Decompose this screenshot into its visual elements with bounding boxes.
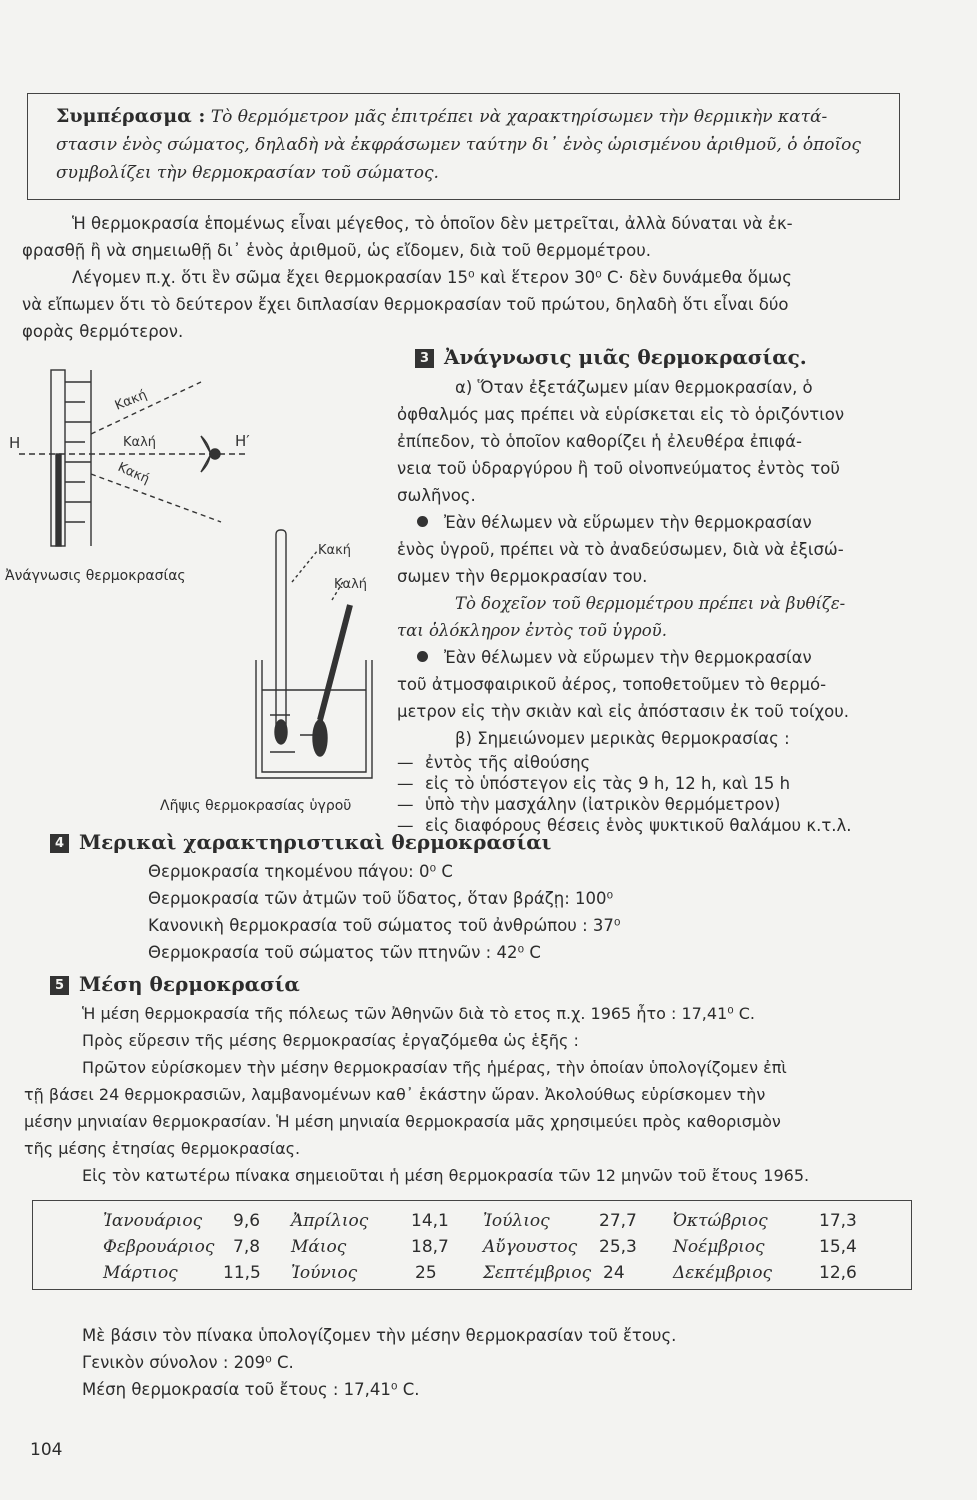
mercury-column <box>56 454 61 546</box>
bullet-icon <box>417 516 428 527</box>
month-name: Σεπτέμβριος <box>483 1263 592 1283</box>
thermometer-reading-figure <box>5 362 265 562</box>
month-value: 25 <box>415 1263 437 1283</box>
section3-a-line: νεια τοῦ ὑδραργύρου ἢ τοῦ οἰνοπνεύματος ἐντὸς τοῦ <box>397 459 840 478</box>
summary-line: Μέση θερμοκρασία τοῦ ἔτους : 17,41⁰ C. <box>82 1380 420 1399</box>
section3-bullet2-line: τοῦ ἀτμοσφαιρικοῦ ἀέρος, τοποθετοῦμεν τὸ θερμό- <box>397 675 827 694</box>
month-name: Ἀπρίλιος <box>291 1211 369 1231</box>
conclusion-box <box>27 93 900 200</box>
label-kaki-bottom: Κακή <box>115 459 152 488</box>
conclusion-text-2: στασιν ἑνὸς σώματος, δηλαδὴ νὰ ἐκφράσωμεν ταύτην δι᾽ ἑνὸς ὡρισμένου ἀριθμοῦ, ὁ ὁποῖος <box>56 135 861 155</box>
section5-line: Πρῶτον εὑρίσκομεν τὴν μέσην θερμοκρασίαν τῆς ἡμέρας, τὴν ὁποίαν ὑπολογίζομεν ἐπὶ <box>82 1058 787 1077</box>
section5-line: τῇ βάσει 24 θερμοκρασιῶν, λαμβανομένων καθ᾽ ἑκάστην ὥραν. Ἀκολούθως εὑρίσκομεν τὴν <box>24 1085 766 1104</box>
label-kaki: Κακή <box>318 543 351 558</box>
dash: — <box>397 816 414 835</box>
section3-b-intro: β) Σημειώνομεν μερικὰς θερμοκρασίας : <box>455 729 790 748</box>
section3-b-item: εἰς τὸ ὑπόστεγον εἰς τὰς 9 h, 12 h, καὶ 15 h <box>425 774 791 793</box>
conclusion-text-3: συμβολίζει τὴν θερμοκρασίαν τοῦ σώματος. <box>56 163 439 183</box>
section4-number: 4 <box>50 834 69 853</box>
thermometer-immersed <box>320 605 350 720</box>
section3-bullet2-line: Ἐὰν θέλωμεν νὰ εὕρωμεν τὴν θερμοκρασίαν <box>444 648 812 667</box>
section3-number: 3 <box>415 349 434 368</box>
section3-b-list <box>397 752 907 836</box>
intro-line: φορὰς θερμότερον. <box>22 322 184 341</box>
section4-heading <box>50 830 551 854</box>
section5-line: μέσην μηνιαίαν θερμοκρασίαν. Ἡ μέση μηνιαία θερμοκρασία μᾶς χρησιμεύει πρὸς καθορισμὸν <box>24 1112 781 1131</box>
section5-line: Πρὸς εὕρεσιν τῆς μέσης θερμοκρασίας ἐργαζόμεθα ὡς ἑξῆς : <box>82 1031 579 1050</box>
section5-line: Εἰς τὸν κατωτέρω πίνακα σημειοῦται ἡ μέση θερμοκρασία τῶν 12 μηνῶν τοῦ ἔτους 1965. <box>82 1166 810 1185</box>
summary-line: Μὲ βάσιν τὸν πίνακα ὑπολογίζομεν τὴν μέσην θερμοκρασίαν τοῦ ἔτους. <box>82 1326 677 1345</box>
section3-bullet1-line: Ἐὰν θέλωμεν νὰ εὕρωμεν τὴν θερμοκρασίαν <box>444 513 812 532</box>
figure2-caption: Λῆψις θερμοκρασίας ὑγροῦ <box>160 798 352 814</box>
section3-bullet1-line: ἑνὸς ὑγροῦ, πρέπει νὰ τὸ ἀναδεύσωμεν, διὰ νὰ ἐξισώ- <box>397 540 844 559</box>
section3-b-item: εἰς διαφόρους θέσεις ἑνὸς ψυκτικοῦ θαλάμου κ.τ.λ. <box>425 816 852 835</box>
label-H-prime: H′ <box>235 432 250 450</box>
section4-list <box>148 858 848 966</box>
section3-italic-line: Τὸ δοχεῖον τοῦ θερμομέτρου πρέπει νὰ βυθίζε- <box>455 594 846 613</box>
section3-bullet2-line: μετρον εἰς τὴν σκιὰν καὶ εἰς ἀπόστασιν ἐκ τοῦ τοίχου. <box>397 702 850 721</box>
thermometer-upright <box>276 530 286 730</box>
conclusion-text-1: Τὸ θερμόμετρον μᾶς ἐπιτρέπει νὰ χαρακτηρίσωμεν τὴν θερμικὴν κατά- <box>210 107 828 127</box>
section3-italic-line: ται ὁλόκληρον ἐντὸς τοῦ ὑγροῦ. <box>397 621 667 640</box>
section3-heading <box>415 345 807 369</box>
month-value: 9,6 <box>233 1211 261 1231</box>
intro-line: φρασθῇ ἢ νὰ σημειωθῇ δι᾽ ἑνὸς ἀριθμοῦ, ὡς εἴδομεν, διὰ τοῦ θερμομέτρου. <box>22 241 652 260</box>
month-name: Δεκέμβριος <box>673 1263 772 1283</box>
bullet-icon <box>417 651 428 662</box>
section3-a-line: ἐπίπεδον, τὸ ὁποῖον καθορίζει ἡ ἐλευθέρα ἐπιφά- <box>397 432 802 451</box>
section5-line: Ἡ μέση θερμοκρασία τῆς πόλεως τῶν Ἀθηνῶν διὰ τὸ ετος π.χ. 1965 ἦτο : 17,41⁰ C. <box>82 1004 755 1023</box>
month-value: 18,7 <box>411 1237 449 1257</box>
month-name: Νοέμβριος <box>673 1237 765 1257</box>
page-number: 104 <box>30 1440 63 1460</box>
month-name: Ἰούλιος <box>483 1211 550 1231</box>
dash: — <box>397 774 414 793</box>
conclusion-lead: Συμπέρασμα : <box>56 105 206 127</box>
section3-a-line: ὀφθαλμός μας πρέπει νὰ εὑρίσκεται εἰς τὸ ὁριζόντιον <box>397 405 845 424</box>
section3-b-item: ὑπὸ τὴν μασχάλην (ἰατρικὸν θερμόμετρον) <box>425 795 781 814</box>
month-name: Ἰανουάριος <box>103 1211 203 1231</box>
label-kali: Καλή <box>334 577 368 592</box>
intro-paragraph <box>22 210 902 345</box>
dash: — <box>397 795 414 814</box>
section3-body <box>397 374 907 836</box>
section4-line: Κανονικὴ θερμοκρασία τοῦ σώματος τοῦ ἀνθρώπου : 37⁰ <box>148 916 621 935</box>
monthly-temperature-table <box>32 1200 912 1290</box>
figure1-caption: Ἀνάγνωσις θερμοκρασίας <box>5 568 186 584</box>
section5-number: 5 <box>50 976 69 995</box>
intro-line: νὰ εἴπωμεν ὅτι τὸ δεύτερον ἔχει διπλασίαν θερμοκρασίαν τοῦ πρώτου, δηλαδὴ ὅτι εἶναι δύο <box>22 295 789 314</box>
annual-summary <box>82 1322 902 1403</box>
month-name: Ἰούνιος <box>291 1263 358 1283</box>
section4-line: Θερμοκρασία τηκομένου πάγου: 0⁰ C <box>148 862 453 881</box>
section5-title: Μέση θερμοκρασία <box>79 972 300 996</box>
month-value: 7,8 <box>233 1237 261 1257</box>
month-name: Μάρτιος <box>103 1263 178 1283</box>
section3-b-item: ἐντὸς τῆς αἰθούσης <box>425 753 591 772</box>
month-name: Ὀκτώβριος <box>673 1211 768 1231</box>
month-value: 15,4 <box>819 1237 857 1257</box>
month-value: 12,6 <box>819 1263 857 1283</box>
section3-a-line: α) Ὅταν ἐξετάζωμεν μίαν θερμοκρασίαν, ὁ <box>455 378 813 397</box>
liquid-temperature-figure <box>240 520 390 790</box>
month-name: Φεβρουάριος <box>103 1237 215 1257</box>
summary-line: Γενικὸν σύνολον : 209⁰ C. <box>82 1353 294 1372</box>
month-value: 17,3 <box>819 1211 857 1231</box>
label-kali: Καλή <box>123 435 157 450</box>
month-value: 14,1 <box>411 1211 449 1231</box>
label-H: H <box>9 434 21 452</box>
month-value: 11,5 <box>223 1263 261 1283</box>
section5-line: τῆς μέσης ἐτησίας θερμοκρασίας. <box>24 1139 301 1158</box>
month-name: Μάιος <box>291 1237 347 1257</box>
dash: — <box>397 753 414 772</box>
month-name: Αὔγουστος <box>483 1237 578 1257</box>
section4-title: Μερικαὶ χαρακτηριστικαὶ θερμοκρασίαι <box>79 830 552 854</box>
section4-line: Θερμοκρασία τοῦ σώματος τῶν πτηνῶν : 42⁰ C <box>148 943 541 962</box>
intro-line: Ἡ θερμοκρασία ἑπομένως εἶναι μέγεθος, τὸ ὁποῖον δὲν μετρεῖται, ἀλλὰ δύναται νὰ ἐκ- <box>72 214 793 233</box>
section5-body <box>24 1000 914 1189</box>
label-kaki-top: Κακή <box>112 387 150 414</box>
intro-line: Λέγομεν π.χ. ὅτι ἓν σῶμα ἔχει θερμοκρασίαν 15⁰ καὶ ἕτερον 30⁰ C· δὲν δυνάμεθα ὅμως <box>72 268 792 287</box>
month-value: 24 <box>603 1263 625 1283</box>
section4-line: Θερμοκρασία τῶν ἀτμῶν τοῦ ὕδατος, ὅταν βράζῃ: 100⁰ <box>148 889 614 908</box>
section3-a-line: σωλῆνος. <box>397 486 476 505</box>
section3-bullet1-line: σωμεν τὴν θερμοκρασίαν του. <box>397 567 648 586</box>
section5-heading <box>50 972 300 996</box>
month-value: 25,3 <box>599 1237 637 1257</box>
month-value: 27,7 <box>599 1211 637 1231</box>
section3-title: Ἀνάγνωσις μιᾶς θερμοκρασίας. <box>444 345 807 369</box>
beaker <box>256 660 372 778</box>
